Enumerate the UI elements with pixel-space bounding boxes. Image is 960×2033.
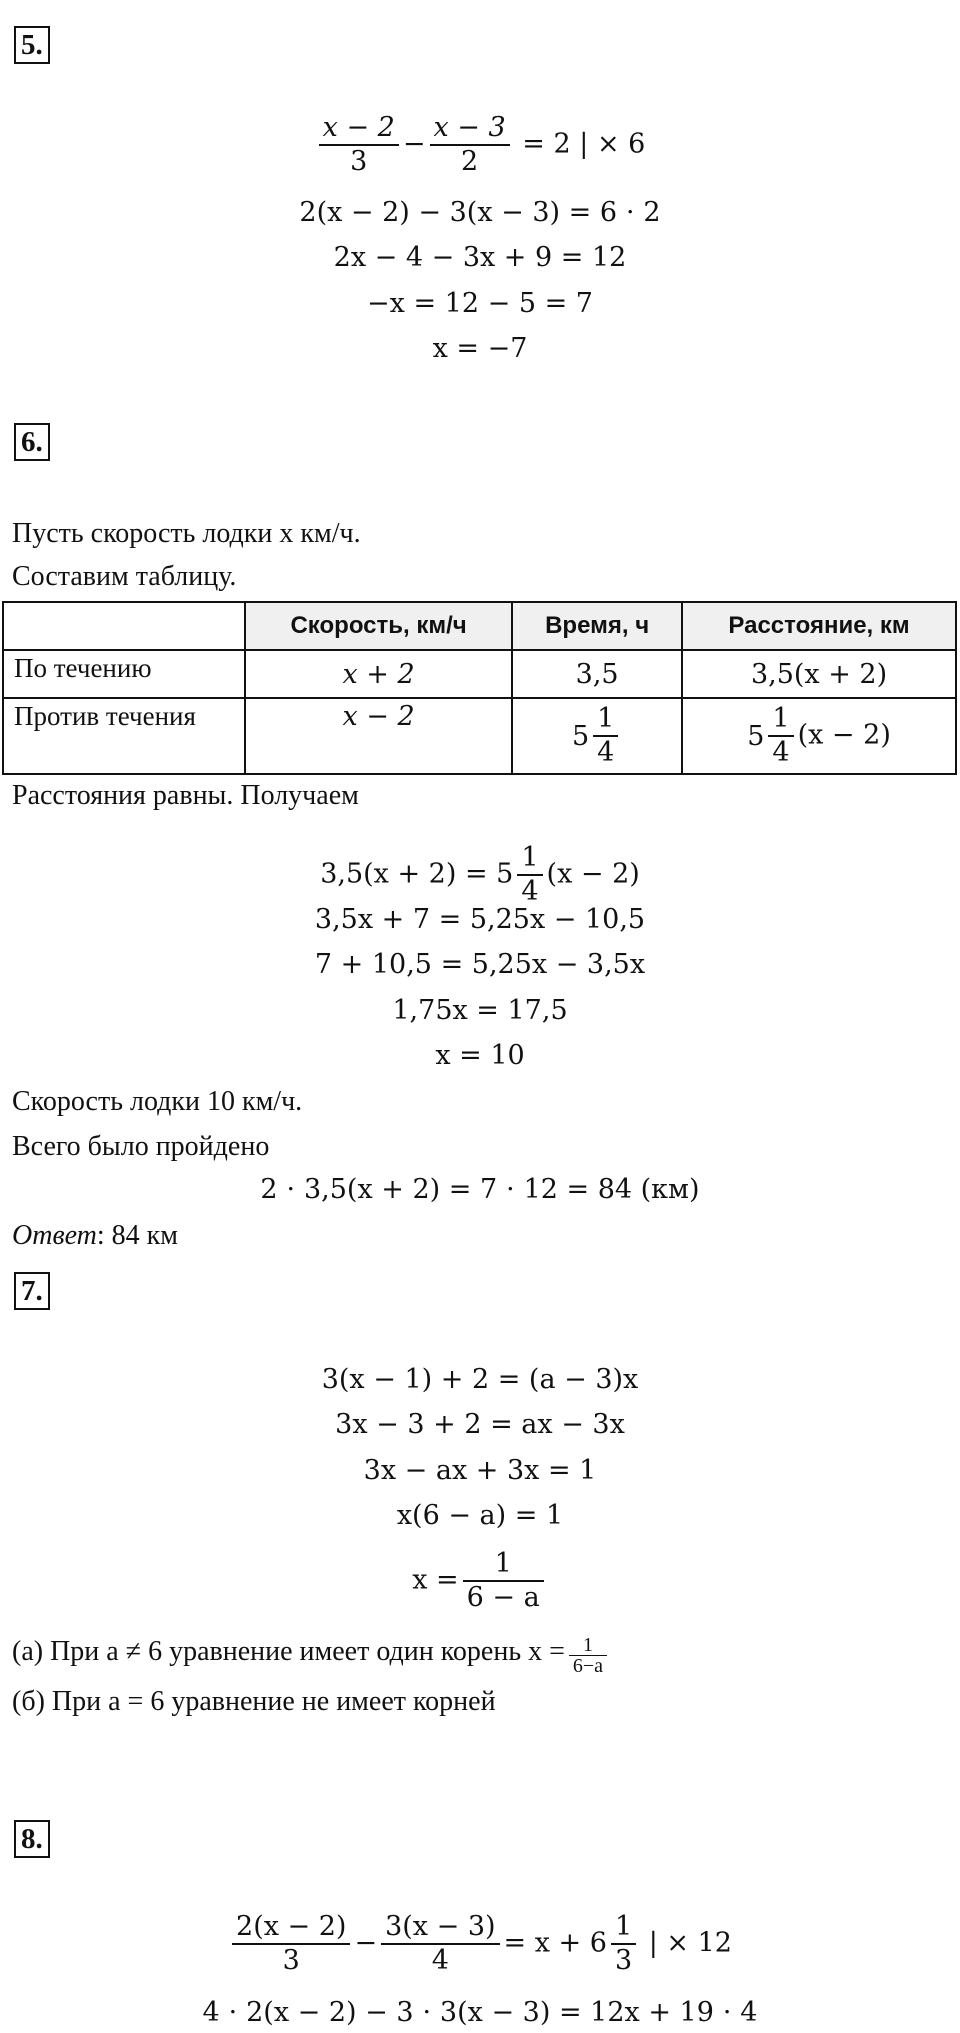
problem-8-number: 8. xyxy=(14,1820,50,1858)
p7-case-b: (б) При a = 6 уравнение не имеет корней xyxy=(12,1686,496,1717)
p6-row2-label: Против течения xyxy=(3,698,245,774)
p6-row2-distance xyxy=(682,698,956,774)
p6-equation-5: x = 10 xyxy=(435,1040,525,1071)
p7-equation-3: 3x − ax + 3x = 1 xyxy=(363,1455,597,1486)
p6-equation-3: 7 + 10,5 = 5,25x − 3,5x xyxy=(314,949,646,980)
p8-mixed-numerator: 1 xyxy=(611,1911,636,1945)
p8-fraction-2-numerator: 3(x − 3) xyxy=(381,1911,499,1945)
p5-minus: − xyxy=(402,128,426,160)
p7-case-a-denominator: 6−a xyxy=(572,1654,604,1677)
p7-case-a xyxy=(12,1632,611,1676)
p6-table-row-downstream xyxy=(3,650,956,698)
p6-row2-time-numerator: 1 xyxy=(593,703,618,737)
p5-equation-1 xyxy=(0,112,960,178)
p6-row1-label: По течению xyxy=(3,650,245,698)
p7-case-a-text: (а) При a ≠ 6 уравнение имеет один корень x = xyxy=(12,1636,565,1667)
p6-table-header-empty xyxy=(3,602,245,650)
p6-intro-1: Пусть скорость лодки x км/ч. xyxy=(12,518,361,549)
p5-equation-4: −x = 12 − 5 = 7 xyxy=(367,288,593,319)
p7-equation-2: 3x − 3 + 2 = ax − 3x xyxy=(335,1409,625,1440)
p6-row2-speed: x − 2 xyxy=(245,698,512,774)
p5-fraction-1 xyxy=(319,112,399,178)
p6-eq1-left: 3,5(x + 2) = 5 xyxy=(320,858,514,890)
p5-fraction-2-numerator: x − 3 xyxy=(430,112,510,146)
p6-table-row-upstream xyxy=(3,698,956,774)
p5-fraction-1-numerator: x − 2 xyxy=(319,112,399,146)
p6-row2-dist-whole: 5 xyxy=(747,720,765,752)
p8-minus: − xyxy=(354,1927,378,1959)
p6-intro-2: Составим таблицу. xyxy=(12,561,237,592)
p6-row2-dist-rest: (x − 2) xyxy=(797,719,891,751)
p6-row1-time: 3,5 xyxy=(512,650,682,698)
p6-total-equation: 2 ⋅ 3,5(x + 2) = 7 ⋅ 12 = 84 (км) xyxy=(260,1174,700,1205)
p6-answer-value: : 84 км xyxy=(96,1220,178,1251)
p8-fraction-1-numerator: 2(x − 2) xyxy=(232,1911,350,1945)
p6-table-header-row xyxy=(3,602,956,650)
p8-mixed-fraction xyxy=(611,1911,636,1977)
p6-row2-time xyxy=(512,698,682,774)
p8-fraction-2-denominator: 4 xyxy=(431,1945,449,1976)
problem-5-number: 5. xyxy=(14,26,50,64)
p7-case-a-numerator: 1 xyxy=(569,1635,607,1656)
p6-table-header-distance: Расстояние, км xyxy=(682,602,956,650)
p7-equation-5 xyxy=(0,1548,960,1614)
p6-row2-dist-fraction xyxy=(768,703,793,769)
p6-eq1-right: (x − 2) xyxy=(546,858,640,890)
p6-table-header-time: Время, ч xyxy=(512,602,682,650)
p6-table-header-speed: Скорость, км/ч xyxy=(245,602,512,650)
p5-fraction-2 xyxy=(430,112,510,178)
p8-eq1-mid: = x + 6 xyxy=(503,1927,607,1959)
p6-table xyxy=(2,601,957,775)
p7-equation-1: 3(x − 1) + 2 = (a − 3)x xyxy=(321,1364,639,1395)
p6-row1-speed: x + 2 xyxy=(245,650,512,698)
p8-fraction-2 xyxy=(381,1911,499,1977)
p5-equation-1-rest: = 2 | × 6 xyxy=(522,128,646,160)
p7-eq5-denominator: 6 − a xyxy=(466,1582,540,1613)
p5-equation-5: x = −7 xyxy=(432,333,528,364)
p6-row2-time-whole: 5 xyxy=(571,720,590,752)
p6-eq1-denominator: 4 xyxy=(521,876,539,907)
p6-eq1-numerator: 1 xyxy=(517,842,542,876)
problem-7-number: 7. xyxy=(14,1272,50,1310)
p5-equation-3: 2x − 4 − 3x + 9 = 12 xyxy=(333,242,627,273)
p7-eq5-fraction xyxy=(463,1548,544,1614)
p8-fraction-1 xyxy=(232,1911,350,1977)
p8-equation-1 xyxy=(0,1911,960,1977)
p6-row2-time-denominator: 4 xyxy=(597,737,615,768)
p6-row2-dist-numerator: 1 xyxy=(768,703,793,737)
p5-fraction-2-denominator: 2 xyxy=(461,146,479,177)
p6-equation-4: 1,75x = 17,5 xyxy=(392,995,568,1026)
p6-answer xyxy=(12,1216,178,1256)
p6-total-text: Всего было пройдено xyxy=(12,1131,270,1162)
p7-eq5-left: x = xyxy=(412,1564,459,1596)
p6-row1-distance: 3,5(x + 2) xyxy=(682,650,956,698)
p6-eq1-fraction xyxy=(517,842,542,908)
p6-row2-time-fraction xyxy=(593,703,618,769)
p7-case-a-fraction xyxy=(569,1635,607,1676)
p6-after-table: Расстояния равны. Получаем xyxy=(12,780,359,811)
p5-fraction-1-denominator: 3 xyxy=(350,146,368,177)
p6-equation-1 xyxy=(0,842,960,908)
p7-equation-4: x(6 − a) = 1 xyxy=(396,1500,564,1531)
p7-eq5-numerator: 1 xyxy=(463,1548,544,1582)
p6-speed-text: Скорость лодки 10 км/ч. xyxy=(12,1086,303,1117)
p8-eq1-rest: | × 12 xyxy=(640,1927,732,1959)
p8-fraction-1-denominator: 3 xyxy=(282,1945,300,1976)
p8-mixed-denominator: 3 xyxy=(614,1945,633,1976)
p6-row2-dist-denominator: 4 xyxy=(772,737,790,768)
p6-equation-2: 3,5x + 7 = 5,25x − 10,5 xyxy=(314,904,646,935)
p5-equation-2: 2(x − 2) − 3(x − 3) = 6 ⋅ 2 xyxy=(299,197,661,228)
p6-answer-label: Ответ xyxy=(12,1220,97,1251)
p8-equation-2: 4 ⋅ 2(x − 2) − 3 ⋅ 3(x − 3) = 12x + 19 ⋅ 4 xyxy=(202,1997,758,2028)
problem-6-number: 6. xyxy=(14,423,50,461)
